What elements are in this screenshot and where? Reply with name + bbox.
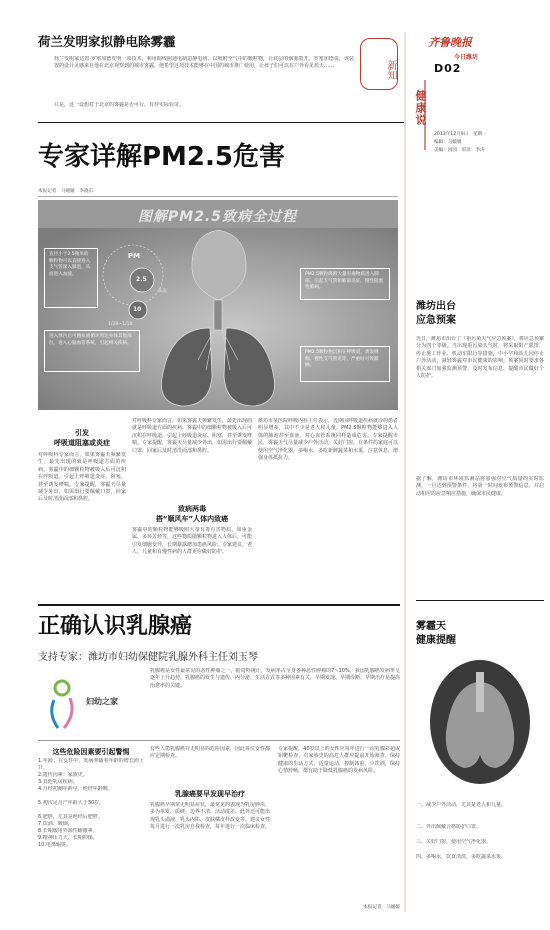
newspaper-sub: 今日潍坊 <box>454 54 479 61</box>
editor-credit: 编辑：马媛媛 <box>434 140 462 145</box>
risk-item-10: 10.电离辐射。 <box>38 842 71 848</box>
haze-tip-3: 三、关好门窗，使用空气净化器。 <box>416 839 492 845</box>
risk-item-7: 7.饮酒、吸烟。 <box>38 821 73 827</box>
sidebar-story-body: 近日，潍坊市出台了《重污染天气应急预案》，将应急预案分为四个等级。当出现重污染天气时，将采取限产限排、停止施工作业、机动车限行等措施，中小学和幼儿园停止户外活动，减轻雾霾对市民健康的影响。预案同时要求各相关部门加强监测预警，及时发布信息，提醒市民做好个人防护。 <box>416 336 544 380</box>
risk-item-5: 5.初次足月产年龄大于30岁。 <box>38 800 105 806</box>
pm10-label: 10 <box>133 306 142 313</box>
page-number: D02 <box>434 62 462 75</box>
breast-col2-top: 有些人患乳腺癌并无明显的危险因素，因此每位女性都应定期检查。 <box>150 746 270 760</box>
top-story <box>38 34 400 120</box>
pm25-label: 2.5 <box>136 276 147 283</box>
main-col-3: 潍坊市某医院呼吸内科主任表示，近期因呼吸道疾病就诊的患者明显增多，其中不少是老人和儿童。PM2.5颗粒物能够进入人体的肺泡甚至血液，对心血管系统同样造成危害。专家提醒市民，雾霾天气尽量减少户外活动，关好门窗，有条件的家庭可以使用空气净化器，多喝水，多吃新鲜蔬菜和水果，注意休息，增强身体抵抗力。 <box>258 418 398 462</box>
divider-sidebar <box>416 600 544 601</box>
col1-heading: 引发 呼吸道阻塞或炎症 <box>54 429 110 447</box>
col2-heading: 致病两毒 搭“顺风车”人体内致癌 <box>155 505 229 523</box>
design-credit: 美编：园园 审读：李涛 <box>434 148 485 153</box>
sidebar-story-title: 潍坊出台 应急预案 <box>416 301 456 326</box>
newspaper-logo: 齐鲁晚报 <box>428 36 472 49</box>
risk-item-3: 3.其他乳房疾病。 <box>38 779 78 785</box>
breast-col-2 <box>150 746 270 916</box>
risk-item-4: 4.月经初潮年龄早，绝经年龄晚。 <box>38 786 113 792</box>
new-knowledge-badge <box>360 38 398 90</box>
section-vertical-title <box>412 90 426 160</box>
xray-chest-icon <box>416 652 544 792</box>
divider-section <box>38 604 400 606</box>
pm25-infographic <box>38 200 398 410</box>
top-story-body: 荷兰发明家达恩·罗塞加德发明一项技术，利用铜线圈通电制造静电场，以吸附空气中的颗粒物，让底层的烟雾散开。罗塞加德说，该装置的设计灵感来自他在北京观察到的城市雾霾，他希望这项技术能够在中国的城市推广使用，让孩子们可以在户外看见蓝天…… <box>54 56 354 70</box>
section-label: 健康说 <box>414 90 427 126</box>
mother-child-logo-icon <box>44 676 84 732</box>
col1-body: 对呼吸科专家而言，如果雾霾天频繁发生，最先出现的就是呼吸道方面的疾病。雾霾中的细颗粒物被吸入后可沉积在呼吸道，引起上呼吸道炎症、阻塞，甚至诱发哮喘。专家提醒，雾霾天尽量减少外出，如需出行要佩戴口罩，回家后及时清洗面部和鼻腔。 <box>38 452 126 503</box>
haze-tips <box>416 620 544 910</box>
top-story-title: 荷兰发明家拟静电除雾霾 <box>38 34 176 49</box>
risk-item-6: 6.肥胖，尤其是绝经后肥胖。 <box>38 814 103 820</box>
col2-body: 雾霾中的颗粒物能够吸附大量有毒有害物质，如重金属、多环芳烃等，这些物质随颗粒物进入人体后，可能引发细胞变异，长期暴露增加患癌风险。专家建议，老人、儿童和有慢性病的人群更应做好防护。 <box>132 527 252 556</box>
breast-col3-body: 专家提醒，40岁以上的女性应每年进行一次乳腺彩超或钼靶检查，有家族史的高危人群应提前开始筛查。保持健康的生活方式，适量运动，控制体重，少饮酒，保持心情舒畅，都有助于降低乳腺癌的发病风险。 <box>278 746 400 775</box>
sidebar-story <box>416 300 544 600</box>
breast-intro: 乳腺癌是女性最常见的恶性肿瘤之一，据资料统计，发病率占全身各种恶性肿瘤的7~10%，我国乳腺癌发病率呈逐年上升趋势。乳腺癌的发生与遗传、内分泌、生活方式等多种因素有关，早期发现、早期诊断、早期治疗是提高治愈率的关键。 <box>150 668 400 689</box>
masthead-ornament <box>400 32 410 912</box>
main-story-title: 专家详解PM2.5危害 <box>38 142 285 172</box>
new-knowledge-label: 新知 <box>385 60 396 80</box>
breast-story-subtitle: 支持专家：潍坊市妇幼保健院乳腺外科主任刘玉琴 <box>38 652 258 663</box>
haze-tip-1: 一、减少户外活动，尤其是老人和儿童。 <box>416 802 507 808</box>
info-box-3: 进入体内后可随血液循环到达身体其他部位，进入心脑血管系统，引起相关疾病。 <box>44 330 140 372</box>
issue-date: 2013年12月9日 星期一 <box>434 132 487 137</box>
maternal-child-logo <box>40 668 140 740</box>
border-ornament-icon <box>400 32 410 912</box>
risk-title: 这些危险因素要引起警惕 <box>52 748 130 756</box>
info-box-4: PM2.5颗粒物沉积在呼吸道，诱发哮喘、慢性支气管炎等，严重时可致肺癌。 <box>300 346 390 382</box>
breast-col-3 <box>278 746 400 916</box>
breast-signature: 本报记者 马媛媛 <box>363 905 400 910</box>
risk-item-1: 1.年龄：在女性中，发病率随着年龄的增长而上升。 <box>38 758 144 772</box>
main-col-1 <box>38 428 126 596</box>
haze-tip-2: 二、外出佩戴合格防护口罩。 <box>416 824 482 830</box>
logo-text: 妇幼之家 <box>86 697 118 706</box>
divider-byline <box>38 196 398 197</box>
hair-label: 头发 <box>158 289 168 294</box>
masthead <box>412 30 542 170</box>
breast-col-1 <box>38 746 144 916</box>
breast-story-title: 正确认识乳腺癌 <box>38 614 193 639</box>
divider-breast <box>38 740 400 741</box>
haze-tips-title: 雾霾天 健康提醒 <box>416 621 456 646</box>
sidebar-story-body-2: 据了解，潍坊市环境监测站将加强对空气质量的实时监测，一旦达到预警条件，将第一时间发布预警信息，并启动相应的应急响应措施，确保市民健康。 <box>416 476 544 497</box>
breast-col2-body: 乳腺癌早期常无明显症状，最常见的表现为乳房肿块，多为单发、质硬、边界不清、活动度差。此外还可能出现乳头溢液、乳头内陷、皮肤橘皮样改变等。建议女性每月进行一次乳房自我检查，每年进行一次临床检查。 <box>150 802 270 831</box>
pm-label: PM <box>128 252 141 260</box>
ratio-label: 1/28~1/10 <box>108 322 133 327</box>
info-box-2: PM2.5颗粒吸附大量有毒物质进入肺部，引起支气管和肺部炎症，慢性阻塞性肺病。 <box>300 268 390 300</box>
top-story-body-2: 只是，这一设想对于北京的雾霾是否可行，有待实际验证。 <box>54 102 185 108</box>
main-story-byline: 本报记者 马媛媛 李晓东 <box>38 189 94 194</box>
risk-item-2: 2.遗传因素：家族史。 <box>38 772 88 778</box>
main-col-2 <box>132 418 252 596</box>
risk-item-8: 8.长期服用外源性雌激素。 <box>38 828 98 834</box>
divider-top <box>38 122 404 123</box>
breast-col2-heading: 乳腺癌要早发现早治疗 <box>175 790 245 798</box>
risk-item-9: 9.精神压力大，长期抑郁。 <box>38 835 98 841</box>
col2-intro: 对呼吸科专家而言，如果雾霾天频繁发生，最先出现的就是呼吸道方面的疾病。雾霾中的细颗粒物被吸入后可沉积在呼吸道，引起上呼吸道炎症、阻塞，甚至诱发哮喘。专家提醒，雾霾天尽量减少外出，如需出行要佩戴口罩，回家后及时清洗面部和鼻腔。 <box>132 418 252 454</box>
info-box-1: 直径小于2.5微米的颗粒物可以直接进入支气管深入肺泡，从而进入血液。 <box>44 248 98 308</box>
infographic-title: 图解PM2.5致病全过程 <box>138 209 297 225</box>
haze-tip-4: 四、多喝水，饮食清淡，多吃蔬菜水果。 <box>416 854 507 860</box>
